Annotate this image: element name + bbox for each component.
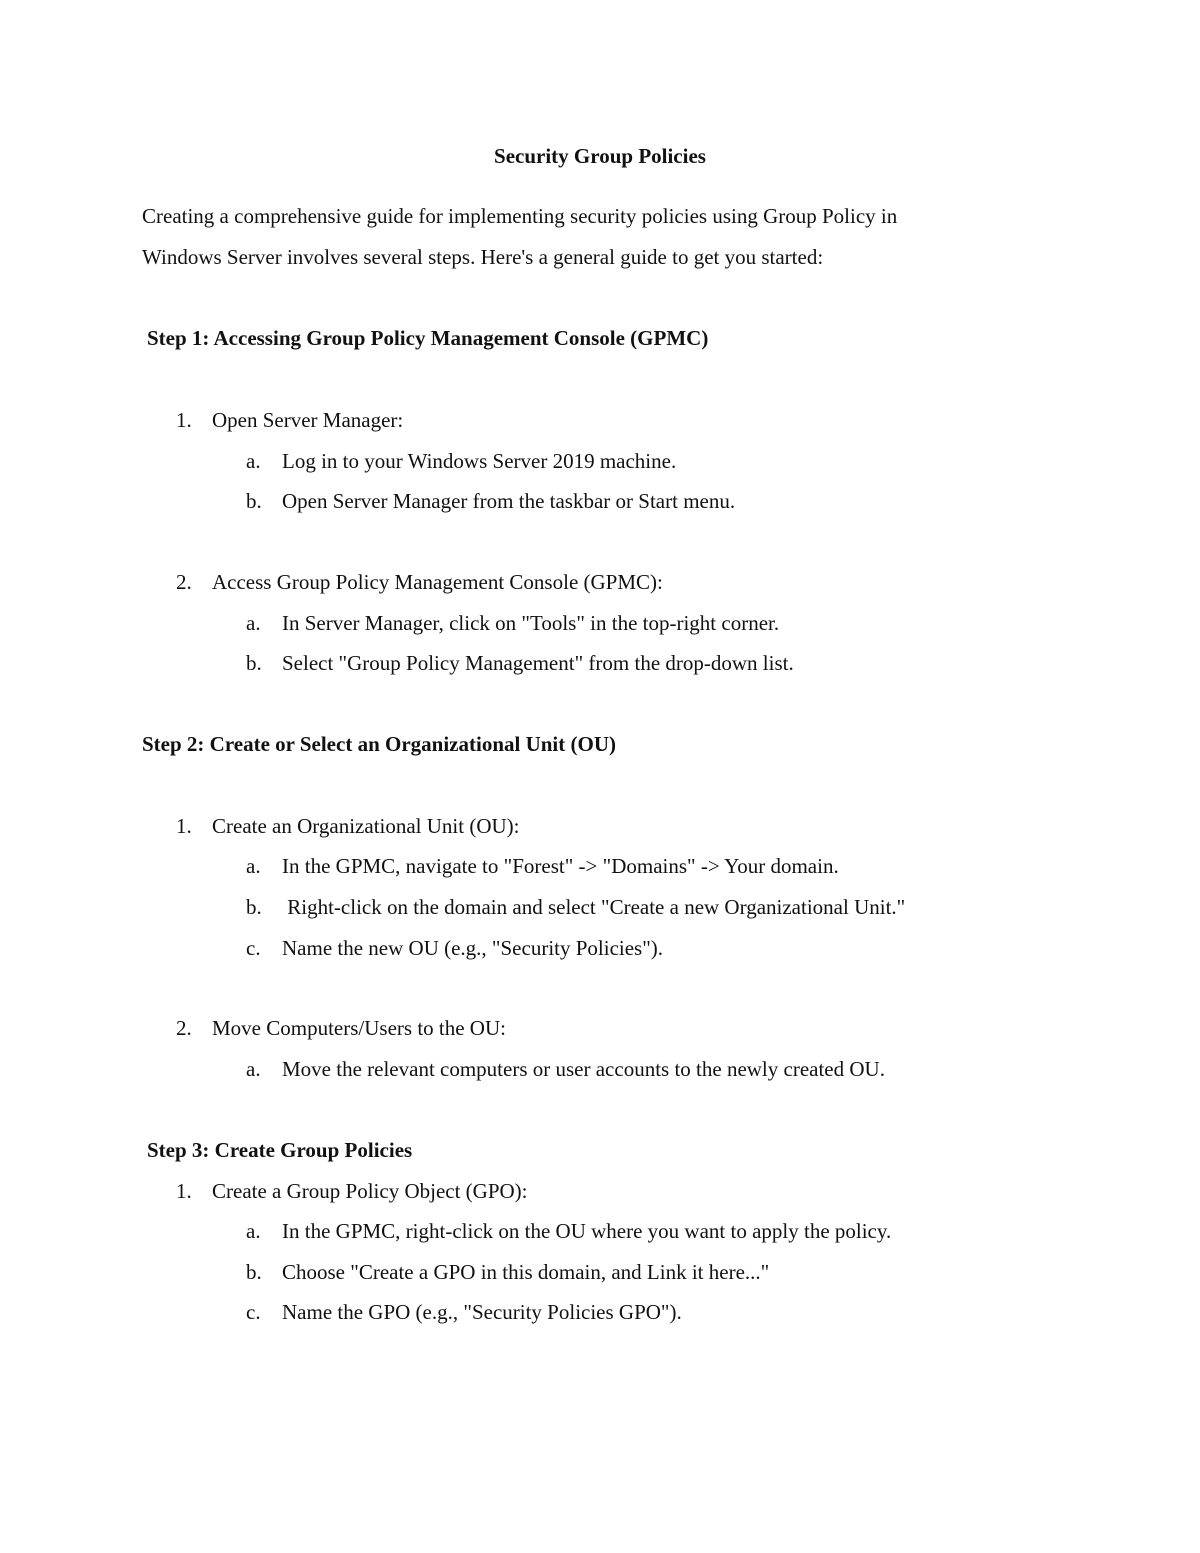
list-item: Access Group Policy Management Console (GPMC): [212, 570, 663, 594]
list-item: Open Server Manager: [212, 408, 404, 432]
sublist-item: Right-click on the domain and select "Create a new Organizational Unit." [282, 895, 906, 919]
sublist-item: Select "Group Policy Management" from the drop-down list. [282, 651, 794, 675]
sublist-marker: c. [246, 936, 261, 960]
sublist-item: In the GPMC, navigate to "Forest" -> "Domains" -> Your domain. [282, 854, 839, 878]
sublist-marker: b. [246, 489, 262, 513]
sublist-marker: a. [246, 449, 261, 473]
list-item: Move Computers/Users to the OU: [212, 1016, 506, 1040]
list-marker: 1. [176, 408, 192, 432]
sublist-item: Move the relevant computers or user accounts to the newly created OU. [282, 1057, 885, 1081]
intro-line-1: Creating a comprehensive guide for implementing security policies using Group Policy in [142, 204, 898, 228]
sublist-item: Log in to your Windows Server 2019 machine. [282, 449, 677, 473]
sublist-item: In Server Manager, click on "Tools" in the top-right corner. [282, 611, 780, 635]
sublist-marker: a. [246, 1057, 261, 1081]
sublist-marker: b. [246, 651, 262, 675]
list-item: Create a Group Policy Object (GPO): [212, 1179, 528, 1203]
list-marker: 2. [176, 570, 192, 594]
document-title: Security Group Policies [494, 144, 706, 168]
step-1-heading: Step 1: Accessing Group Policy Management Console (GPMC) [147, 326, 709, 350]
list-marker: 1. [176, 814, 192, 838]
sublist-item: In the GPMC, right-click on the OU where you want to apply the policy. [282, 1219, 892, 1243]
sublist-marker: a. [246, 611, 261, 635]
sublist-marker: b. [246, 895, 262, 919]
sublist-marker: a. [246, 1219, 261, 1243]
list-item: Create an Organizational Unit (OU): [212, 814, 520, 838]
sublist-item: Name the GPO (e.g., "Security Policies GPO"). [282, 1300, 682, 1324]
step-2-heading: Step 2: Create or Select an Organizational Unit (OU) [142, 732, 616, 756]
sublist-marker: a. [246, 854, 261, 878]
sublist-item: Open Server Manager from the taskbar or Start menu. [282, 489, 736, 513]
step-3-heading: Step 3: Create Group Policies [147, 1138, 413, 1162]
list-marker: 2. [176, 1016, 192, 1040]
sublist-item: Name the new OU (e.g., "Security Policies"). [282, 936, 664, 960]
sublist-marker: b. [246, 1260, 262, 1284]
sublist-item: Choose "Create a GPO in this domain, and Link it here..." [282, 1260, 770, 1284]
list-marker: 1. [176, 1179, 192, 1203]
intro-line-2: Windows Server involves several steps. Here's a general guide to get you started: [142, 245, 824, 269]
sublist-marker: c. [246, 1300, 261, 1324]
